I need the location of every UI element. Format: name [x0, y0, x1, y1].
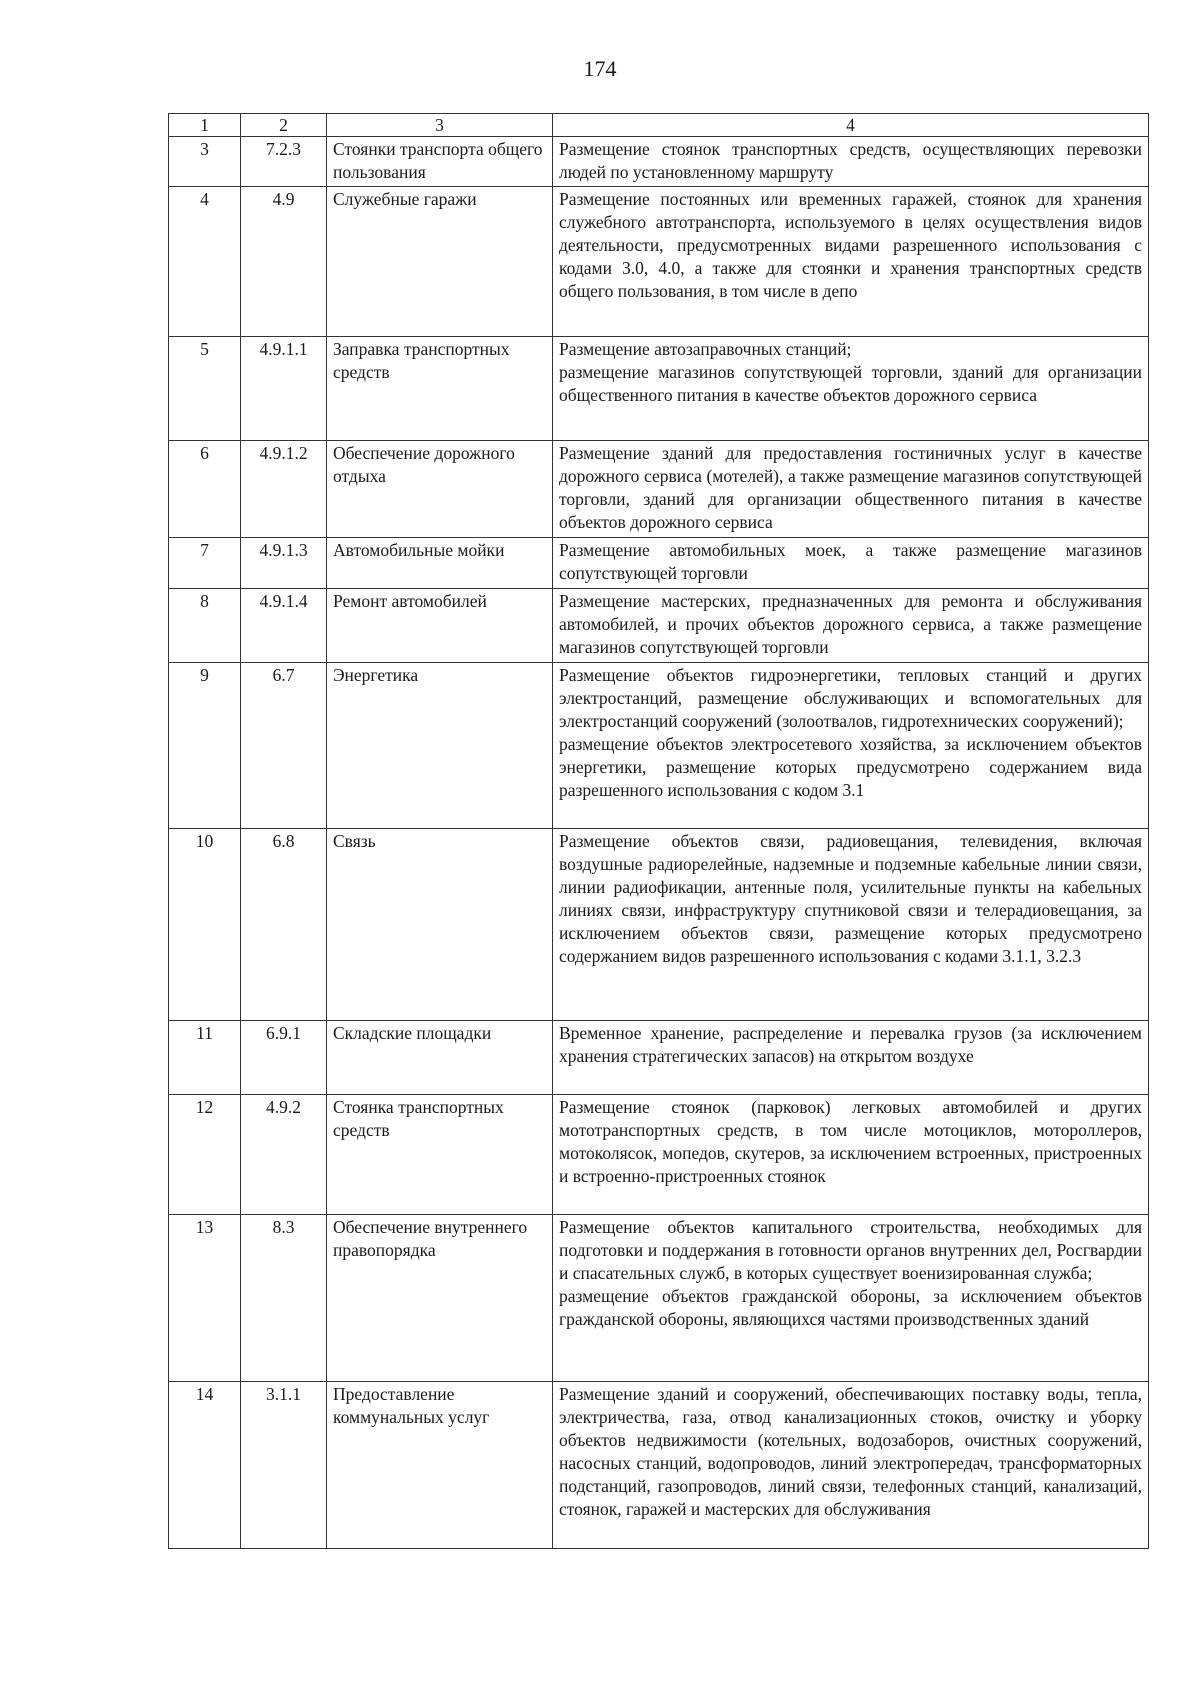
use-name: Обеспечение внутреннего правопорядка [327, 1215, 553, 1382]
description-paragraph: Размещение зданий для предоставления гостиничных услуг в качестве дорожного сервиса (мотелей), а также размещение магазинов сопутствующей торговли, зданий для организации общественного питания в качестве объектов дорожного сервиса [559, 443, 1142, 532]
row-number: 8 [169, 589, 241, 663]
description-paragraph: Размещение объектов связи, радиовещания, телевидения, включая воздушные радиорелейные, надземные и подземные кабельные линии связи, линии радиофикации, антенные поля, усилительные пункты на кабельных линиях связи, инфраструктуру спутниковой связи и телерадиовещания, за исключением объектов связи, размещение которых предусмотрено содержанием видов разрешенного использования с кодами 3.1.1, 3.2.3 [559, 831, 1142, 966]
row-number: 11 [169, 1021, 241, 1095]
use-code: 6.8 [241, 829, 327, 1021]
use-description [553, 1021, 1149, 1095]
description-paragraph: Размещение автозаправочных станций; [559, 339, 852, 359]
row-number: 14 [169, 1382, 241, 1549]
use-description [553, 589, 1149, 663]
table-row [169, 1095, 1149, 1215]
use-name: Стоянки транспорта общего пользования [327, 137, 553, 187]
page-number: 174 [583, 56, 617, 81]
description-paragraph: размещение объектов электросетевого хозяйства, за исключением объектов энергетики, размещение которых предусмотрено содержанием вида разрешенного использования с кодом 3.1 [559, 734, 1142, 800]
use-code: 6.9.1 [241, 1021, 327, 1095]
use-name: Стоянка транспортных средств [327, 1095, 553, 1215]
use-name: Энергетика [327, 663, 553, 829]
row-number: 5 [169, 337, 241, 441]
use-name: Предоставление коммунальных услуг [327, 1382, 553, 1549]
use-description [553, 1382, 1149, 1549]
row-number: 12 [169, 1095, 241, 1215]
table-header-row [169, 114, 1149, 137]
row-number: 9 [169, 663, 241, 829]
row-number: 13 [169, 1215, 241, 1382]
description-paragraph: Размещение объектов капитального строительства, необходимых для подготовки и поддержания в готовности органов внутренних дел, Росгвардии и спасательных служб, в которых существует военизированная служба; [559, 1217, 1142, 1283]
description-paragraph: Размещение стоянок транспортных средств, осуществляющих перевозки людей по установленному маршруту [559, 139, 1142, 182]
description-paragraph: Временное хранение, распределение и перевалка грузов (за исключением хранения стратегических запасов) на открытом воздухе [559, 1023, 1142, 1066]
table-body [169, 114, 1149, 1549]
use-name: Обеспечение дорожного отдыха [327, 441, 553, 538]
use-name: Ремонт автомобилей [327, 589, 553, 663]
use-name: Автомобильные мойки [327, 538, 553, 589]
land-use-table [168, 113, 1149, 1549]
use-code: 4.9.1.3 [241, 538, 327, 589]
description-paragraph: Размещение постоянных или временных гаражей, стоянок для хранения служебного автотранспорта, используемого в целях осуществления видов деятельности, предусмотренных видами разрешенного использования с кодами 3.0, 4.0, а также для стоянки и хранения транспортных средств общего пользования, в том числе в депо [559, 189, 1142, 301]
table-row [169, 137, 1149, 187]
row-number: 6 [169, 441, 241, 538]
table-row [169, 538, 1149, 589]
use-description [553, 1095, 1149, 1215]
description-paragraph: Размещение объектов гидроэнергетики, тепловых станций и других электростанций, размещение обслуживающих и вспомогательных для электростанций сооружений (золоотвалов, гидротехнических сооружений); [559, 665, 1142, 731]
use-description [553, 538, 1149, 589]
row-number: 4 [169, 187, 241, 337]
table-row [169, 441, 1149, 538]
use-description [553, 137, 1149, 187]
use-description [553, 441, 1149, 538]
use-description [553, 187, 1149, 337]
header-col-4: 4 [553, 114, 1149, 137]
use-code: 4.9.1.1 [241, 337, 327, 441]
use-code: 3.1.1 [241, 1382, 327, 1549]
use-name: Служебные гаражи [327, 187, 553, 337]
use-code: 8.3 [241, 1215, 327, 1382]
description-paragraph: Размещение зданий и сооружений, обеспечивающих поставку воды, тепла, электричества, газа, отвод канализационных стоков, очистку и уборку объектов недвижимости (котельных, водозаборов, очистных сооружений, насосных станций, водопроводов, линий электропередач, трансформаторных подстанций, газопроводов, линий связи, телефонных станций, канализаций, стоянок, гаражей и мастерских для обслуживания [559, 1384, 1142, 1519]
use-description [553, 1215, 1149, 1382]
table-row [169, 663, 1149, 829]
table-row [169, 337, 1149, 441]
row-number: 7 [169, 538, 241, 589]
table-row [169, 187, 1149, 337]
use-code: 4.9.1.4 [241, 589, 327, 663]
description-paragraph: Размещение автомобильных моек, а также размещение магазинов сопутствующей торговли [559, 540, 1142, 583]
use-description [553, 829, 1149, 1021]
row-number: 10 [169, 829, 241, 1021]
use-code: 4.9.2 [241, 1095, 327, 1215]
use-code: 6.7 [241, 663, 327, 829]
use-code: 4.9.1.2 [241, 441, 327, 538]
description-paragraph: Размещение стоянок (парковок) легковых автомобилей и других мототранспортных средств, в том числе мотоциклов, мотороллеров, мотоколясок, мопедов, скутеров, за исключением встроенных, пристроенных и встроенно-пристроенных стоянок [559, 1097, 1142, 1186]
description-paragraph: размещение магазинов сопутствующей торговли, зданий для организации общественного питания в качестве объектов дорожного сервиса [559, 362, 1142, 405]
table-row [169, 1382, 1149, 1549]
use-code: 4.9 [241, 187, 327, 337]
description-paragraph: размещение объектов гражданской обороны, за исключением объектов гражданской обороны, являющихся частями производственных зданий [559, 1286, 1142, 1329]
use-code: 7.2.3 [241, 137, 327, 187]
header-col-1: 1 [169, 114, 241, 137]
table-row [169, 1021, 1149, 1095]
row-number: 3 [169, 137, 241, 187]
table-row [169, 589, 1149, 663]
header-col-2: 2 [241, 114, 327, 137]
use-description [553, 663, 1149, 829]
use-name: Заправка транспортных средств [327, 337, 553, 441]
use-name: Складские площадки [327, 1021, 553, 1095]
description-paragraph: Размещение мастерских, предназначенных для ремонта и обслуживания автомобилей, и прочих объектов дорожного сервиса, а также размещение магазинов сопутствующей торговли [559, 591, 1142, 657]
use-name: Связь [327, 829, 553, 1021]
header-col-3: 3 [327, 114, 553, 137]
table-row [169, 1215, 1149, 1382]
table-row [169, 829, 1149, 1021]
use-description [553, 337, 1149, 441]
